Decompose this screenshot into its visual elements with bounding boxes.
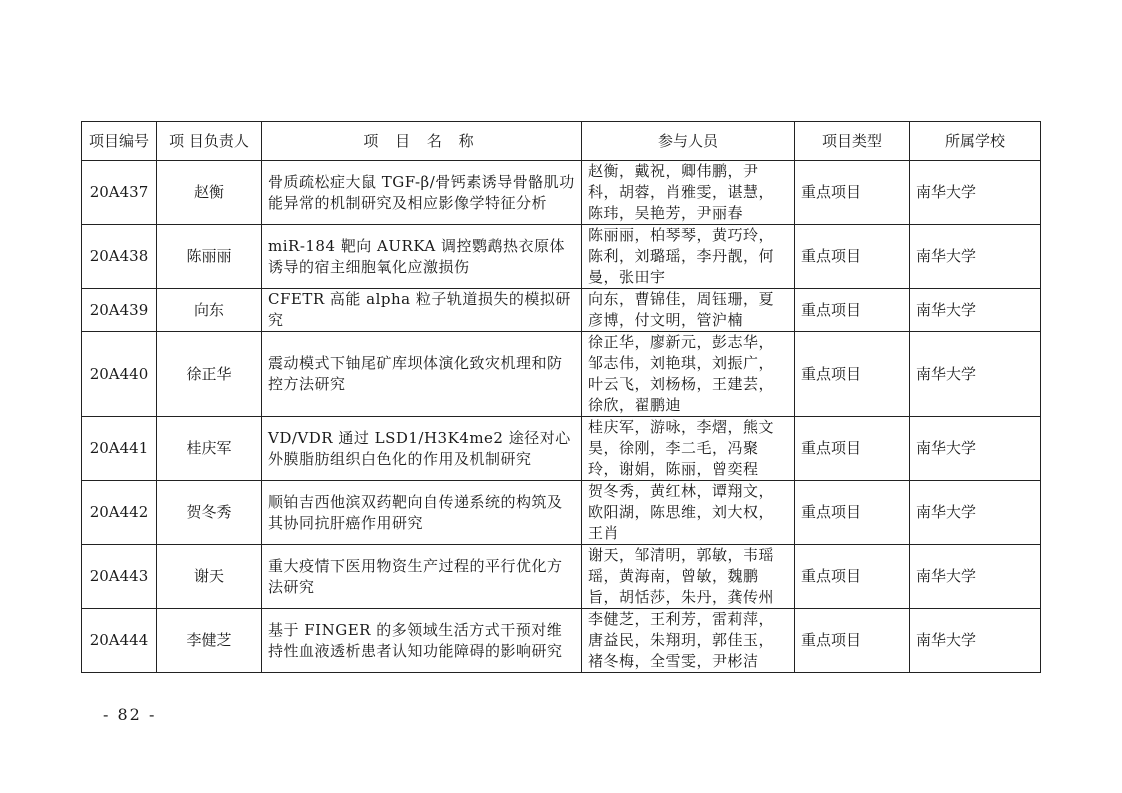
table-row — [82, 609, 1041, 673]
project-members: 陈丽丽，柏琴琴，黄巧玲，陈利，刘璐瑶，李丹靓，何曼，张田宇 — [582, 225, 795, 289]
project-leader: 向东 — [157, 289, 262, 332]
project-school: 南华大学 — [910, 609, 1041, 673]
project-type: 重点项目 — [795, 289, 910, 332]
table-row — [82, 225, 1041, 289]
project-name: miR-184 靶向 AURKA 调控鹦鹉热衣原体诱导的宿主细胞氧化应激损伤 — [262, 225, 582, 289]
project-number: 20A443 — [82, 545, 157, 609]
table-row — [82, 481, 1041, 545]
table-row — [82, 161, 1041, 225]
table-row — [82, 289, 1041, 332]
project-leader: 谢天 — [157, 545, 262, 609]
project-type: 重点项目 — [795, 609, 910, 673]
project-name: CFETR 高能 alpha 粒子轨道损失的模拟研究 — [262, 289, 582, 332]
project-name: 重大疫情下医用物资生产过程的平行优化方法研究 — [262, 545, 582, 609]
table-row — [82, 417, 1041, 481]
project-school: 南华大学 — [910, 417, 1041, 481]
table-row — [82, 545, 1041, 609]
project-table — [81, 121, 1041, 673]
project-members: 向东，曹锦佳，周钰珊，夏彦博，付文明，管沪楠 — [582, 289, 795, 332]
project-name: VD/VDR 通过 LSD1/H3K4me2 途径对心外膜脂肪组织白色化的作用及机制研究 — [262, 417, 582, 481]
project-school: 南华大学 — [910, 289, 1041, 332]
project-members: 徐正华，廖新元，彭志华，邹志伟，刘艳琪，刘振广，叶云飞，刘杨杨，王建芸，徐欣，翟鹏迪 — [582, 332, 795, 417]
project-name: 震动模式下铀尾矿库坝体演化致灾机理和防控方法研究 — [262, 332, 582, 417]
header-leader: 项 目负责人 — [157, 122, 262, 161]
header-name: 项 目 名 称 — [262, 122, 582, 161]
header-type: 项目类型 — [795, 122, 910, 161]
project-number: 20A439 — [82, 289, 157, 332]
project-members: 赵衡，戴祝，卿伟鹏，尹科，胡蓉，肖雅雯，谌慧，陈玮，吴艳芳，尹丽春 — [582, 161, 795, 225]
project-number: 20A444 — [82, 609, 157, 673]
project-type: 重点项目 — [795, 481, 910, 545]
project-type: 重点项目 — [795, 545, 910, 609]
project-type: 重点项目 — [795, 332, 910, 417]
project-school: 南华大学 — [910, 332, 1041, 417]
project-leader: 李健芝 — [157, 609, 262, 673]
project-number: 20A438 — [82, 225, 157, 289]
page-number: - 82 - — [103, 705, 157, 724]
project-name: 骨质疏松症大鼠 TGF-β/骨钙素诱导骨骼肌功能异常的机制研究及相应影像学特征分析 — [262, 161, 582, 225]
project-leader: 赵衡 — [157, 161, 262, 225]
project-members: 李健芝，王利芳，雷莉萍，唐益民，朱翔玥，郭佳玉，褚冬梅，全雪雯，尹彬洁 — [582, 609, 795, 673]
header-school: 所属学校 — [910, 122, 1041, 161]
project-leader: 桂庆军 — [157, 417, 262, 481]
project-members: 谢天，邹清明，郭敏，韦瑶瑶，黄海南，曾敏，魏鹏旨，胡恬莎，朱丹，龚传州 — [582, 545, 795, 609]
project-name: 基于 FINGER 的多领域生活方式干预对维持性血液透析患者认知功能障碍的影响研究 — [262, 609, 582, 673]
project-members: 贺冬秀，黄红林，谭翔文，欧阳湖，陈思维，刘大权，王肖 — [582, 481, 795, 545]
project-school: 南华大学 — [910, 481, 1041, 545]
project-number: 20A441 — [82, 417, 157, 481]
project-school: 南华大学 — [910, 225, 1041, 289]
table-header-row — [82, 122, 1041, 161]
header-members: 参与人员 — [582, 122, 795, 161]
project-type: 重点项目 — [795, 225, 910, 289]
project-leader: 陈丽丽 — [157, 225, 262, 289]
project-leader: 贺冬秀 — [157, 481, 262, 545]
project-number: 20A442 — [82, 481, 157, 545]
project-members: 桂庆军，游咏，李熠，熊文昊，徐刚，李二毛，冯聚玲，谢娟，陈丽，曾奕程 — [582, 417, 795, 481]
header-number: 项目编号 — [82, 122, 157, 161]
table-row — [82, 332, 1041, 417]
project-name: 顺铂吉西他滨双药靶向自传递系统的构筑及其协同抗肝癌作用研究 — [262, 481, 582, 545]
project-school: 南华大学 — [910, 545, 1041, 609]
project-school: 南华大学 — [910, 161, 1041, 225]
project-type: 重点项目 — [795, 417, 910, 481]
project-number: 20A437 — [82, 161, 157, 225]
project-type: 重点项目 — [795, 161, 910, 225]
project-leader: 徐正华 — [157, 332, 262, 417]
project-number: 20A440 — [82, 332, 157, 417]
